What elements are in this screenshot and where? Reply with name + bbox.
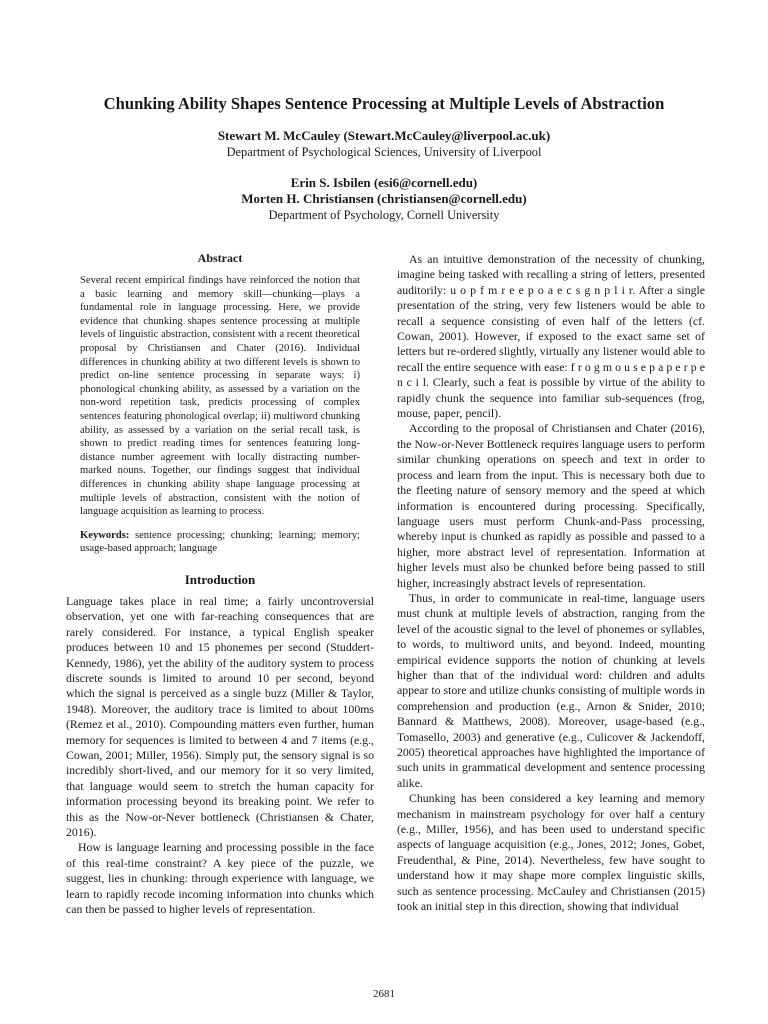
author-block bbox=[40, 128, 728, 223]
body-paragraph-1: As an intuitive demonstration of the necessity of chunking, imagine being tasked with recalling a string of letters, presented auditorily: u o p f m r e e p o a e c s g n p l i r. After a single presentation of the string, very few listeners would be able to recall a sequence consisting of even half of the letters (cf. Cowan, 2001). However, if exposed to the exact same set of letters but re-ordered slightly, virtually any listener would able to recall the entire sequence with ease: f r o g m o u s e p a p e r p e n c i l. Clearly, such a feat is possible by virtue of the ability to rapidly chunk the sequence into familiar sub-sequences (frog, mouse, paper, pencil). bbox=[397, 252, 705, 421]
page-number: 2681 bbox=[373, 988, 395, 1000]
body-paragraph-3: Thus, in order to communicate in real-time, language users must chunk at multiple levels of abstraction, ranging from the level of the acoustic signal to the level of phonemes or syllables, to words, to multiword units, and beyond. Indeed, mounting empirical evidence supports the notion of chunking at levels higher than that of the individual word: children and adults appear to store and utilize chunks consisting of multiple words in comprehension and production (e.g., Arnon & Snider, 2010; Bannard & Matthews, 2008). Moreover, usage-based (e.g., Tomasello, 2003) and generative (e.g., Culicover & Jackendoff, 2005) theoretical approaches have highlighted the importance of such units in grammatical development and sentence processing alike. bbox=[397, 590, 705, 790]
keywords-text: sentence processing; chunking; learning; memory; usage-based approach; language bbox=[80, 529, 360, 555]
author-mccauley: Stewart M. McCauley (Stewart.McCauley@liverpool.ac.uk) bbox=[217, 128, 551, 143]
right-column bbox=[397, 252, 705, 914]
body-paragraph-4: Chunking has been considered a key learning and memory mechanism in mainstream psychology for over half a century (e.g., Miller, 1956), and has been used to understand specific aspects of language acquisition (e.g., Jones, 2012; Jones, Gobet, Freudenthal, & Pine, 2014). Nevertheless, few have sought to understand how it may shape more complex linguistic skills, such as sentence processing. McCauley and Christiansen (2015) took an initial step in this direction, showing that individual bbox=[397, 791, 705, 914]
body-paragraph-2: According to the proposal of Christiansen and Chater (2016), the Now-or-Never Bottleneck requires language users to perform similar chunking operations on speech and text in order to process and learn from the input. This is necessary both due to the fleeting nature of sensory memory and the speed at which information is encountered during processing. Specifically, language users must perform Chunk-and-Pass processing, whereby input is chunked as rapidly as possible and passed to a higher, more abstract level of representation. Information at higher levels must also be chunked before being passed to still higher, increasingly abstract levels of representation. bbox=[397, 421, 705, 590]
keywords bbox=[80, 529, 360, 556]
abstract-heading: Abstract bbox=[197, 251, 243, 265]
author-christiansen: Morten H. Christiansen (christiansen@cornell.edu) bbox=[241, 191, 527, 206]
affiliation-cornell: Department of Psychology, Cornell University bbox=[268, 208, 500, 222]
abstract-text: Several recent empirical findings have reinforced the notion that a basic learning and memory skill—chunking—plays a fundamental role in language processing. Here, we provide evidence that chunking shapes sentence processing at multiple levels of linguistic abstraction, consistent with a recent theoretical proposal by Christiansen and Chater (2016). Individual differences in chunking ability at two different levels is shown to predict on-line sentence processing in separate ways: i) phonological chunking ability, as assessed by a variation on the non-word repetition task, predicts processing of complex sentences featuring phonological overlap; ii) multiword chunking ability, as assessed by a variation on the serial recall task, is shown to predict reading times for sentences featuring long-distance number agreement with locally distracting number-marked nouns. Together, our findings suggest that individual differences in chunking ability shape language processing at multiple levels of abstraction, consistent with the notion of language acquisition as learning to process. bbox=[80, 275, 360, 518]
author-isbilen: Erin S. Isbilen (esi6@cornell.edu) bbox=[290, 175, 478, 190]
affiliation-liverpool: Department of Psychological Sciences, University of Liverpool bbox=[226, 145, 542, 159]
left-column bbox=[66, 250, 374, 917]
keywords-label: Keywords: bbox=[80, 529, 130, 541]
intro-paragraph-1: Language takes place in real time; a fairly uncontroversial observation, yet one with far-reaching consequences that are rarely considered. For instance, a typical English speaker produces between 10 and 15 phonemes per second (Studdert-Kennedy, 1986), yet the ability of the auditory system to process discrete sounds is limited to around 10 per second, beyond which the signal is perceived as a single buzz (Miller & Taylor, 1948). Moreover, the auditory trace is limited to about 100ms (Remez et al., 2010). Compounding matters even further, human memory for sequences is limited to between 4 and 7 items (e.g., Cowan, 2001; Miller, 1956). Simply put, the sensory signal is so incredibly short-lived, and our memory for it so very limited, that language would seem to stretch the human capacity for information processing beyond its breaking point. We refer to this as the Now-or-Never bottleneck (Christiansen & Chater, 2016). bbox=[66, 593, 374, 839]
intro-paragraph-2: How is language learning and processing possible in the face of this real-time constraint? A key piece of the puzzle, we suggest, lies in chunking: through experience with language, we learn to rapidly recode incoming information into chunks which can then be passed to higher levels of representation. bbox=[66, 840, 374, 916]
paper-title: Chunking Ability Shapes Sentence Processing at Multiple Levels of Abstraction bbox=[103, 94, 665, 113]
introduction-heading: Introduction bbox=[184, 571, 256, 587]
